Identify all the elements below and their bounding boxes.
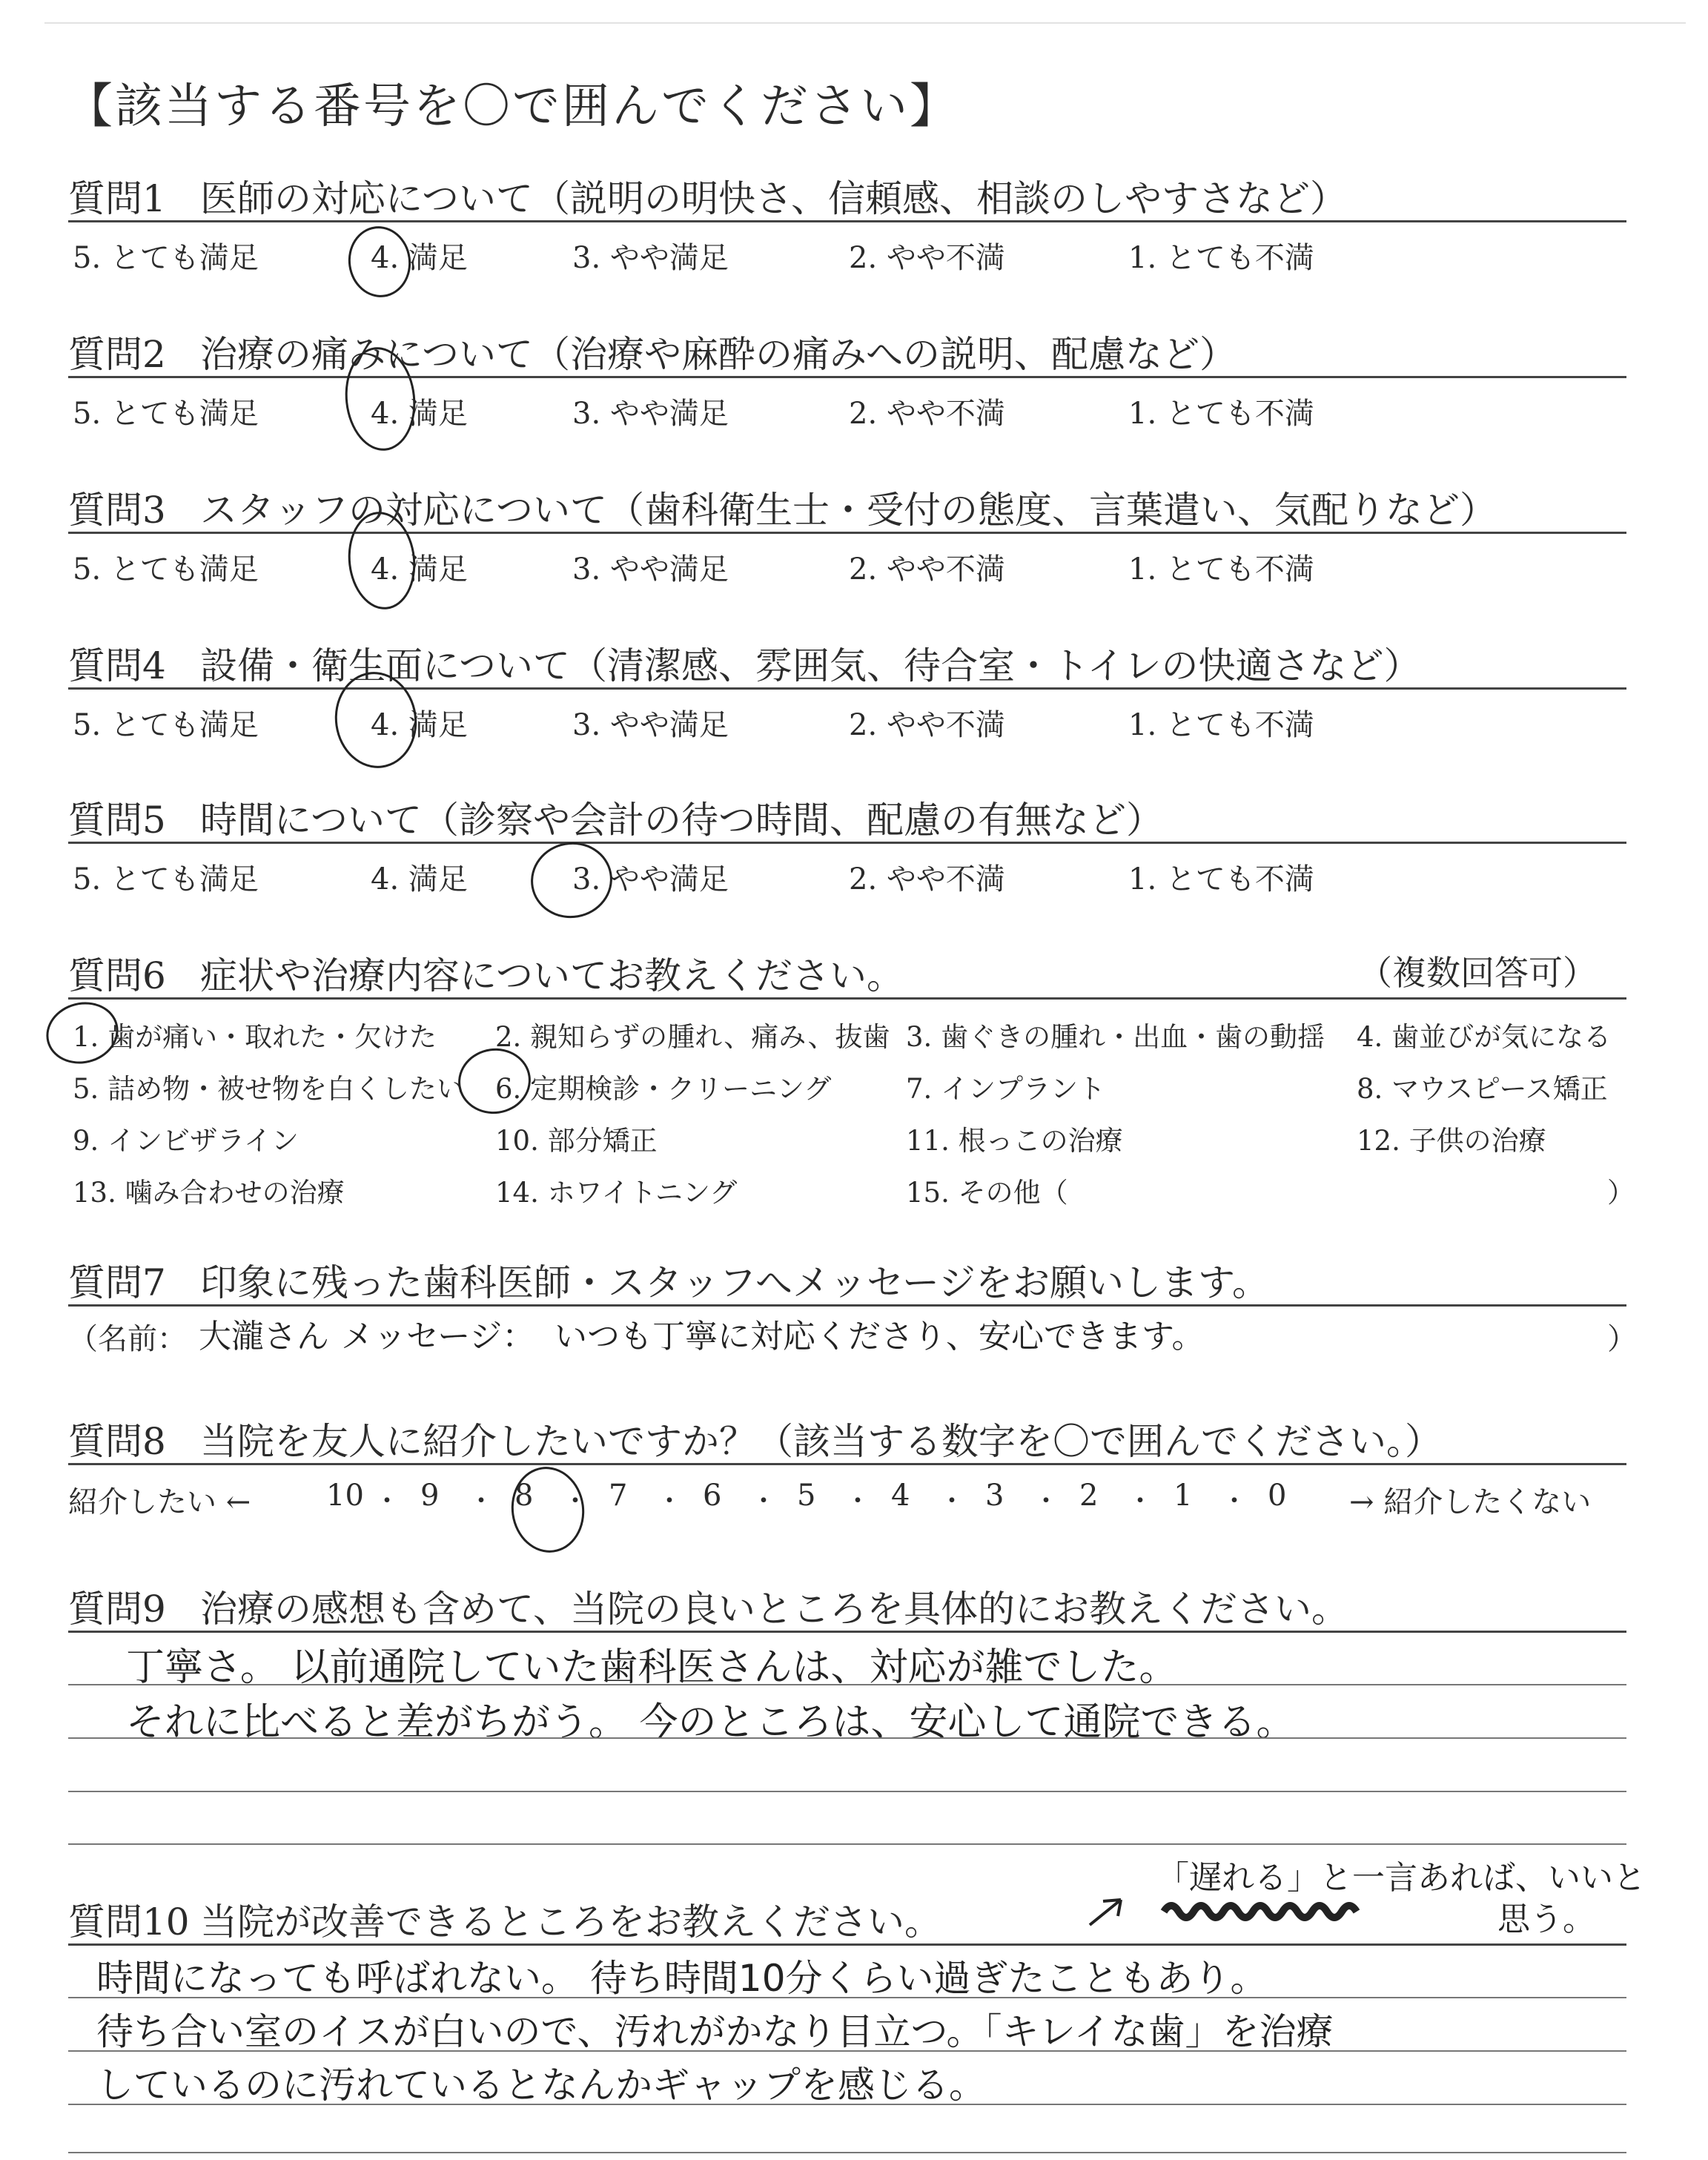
q5-option-1[interactable]: 1. とても不満: [1128, 862, 1314, 896]
question-7: [68, 1253, 1269, 1307]
question-7-rule: [68, 1304, 1626, 1307]
q1-option-2[interactable]: 2. やや不満: [849, 241, 1005, 275]
question-9-text: 治療の感想も含めて、当院の良いところを具体的にお教えください。: [200, 1588, 1348, 1631]
q9-writing-line-4: [68, 1843, 1626, 1845]
q9-writing-line-1: [68, 1684, 1626, 1685]
q6-option-14[interactable]: 14. ホワイトニング: [495, 1177, 738, 1209]
q8-scale-separator: ・: [1127, 1486, 1154, 1516]
q8-scale-number[interactable]: 5: [797, 1479, 816, 1513]
question-4-text: 設備・衛生面について（清潔感、雰囲気、待合室・トイレの快適さなど）: [200, 644, 1421, 687]
question-9-number: 質問9: [68, 1588, 166, 1631]
q4-option-1[interactable]: 1. とても不満: [1128, 708, 1314, 742]
q8-scale-separator: ・: [750, 1486, 778, 1516]
q6-option-4[interactable]: 4. 歯並びが気になる: [1357, 1021, 1612, 1053]
question-6-rule: [68, 997, 1626, 1000]
question-7-number: 質問7: [68, 1261, 166, 1304]
question-6-text: 症状や治療内容についてお教えください。: [200, 954, 904, 997]
q8-scale-number[interactable]: 8: [514, 1479, 534, 1513]
q8-selection-circle: [506, 1462, 589, 1558]
q7-message-label: メッセージ：: [341, 1318, 535, 1355]
question-9-rule: [68, 1631, 1626, 1633]
q8-left-label: 紹介したい ←: [68, 1485, 251, 1519]
q5-option-2[interactable]: 2. やや不満: [849, 862, 1005, 896]
question-10-text: 当院が改善できるところをお教えください。: [200, 1900, 941, 1943]
q5-option-3[interactable]: 3. やや満足: [572, 862, 729, 896]
q8-scale-separator: ・: [1033, 1486, 1060, 1516]
question-4-number: 質問4: [68, 644, 166, 687]
question-5-rule: [68, 842, 1626, 844]
question-8: [68, 1412, 1442, 1465]
q9-answer-line-2[interactable]: それに比べると差がちがう。 今のところは、安心して通院できる。: [126, 1700, 1295, 1745]
question-8-rule: [68, 1463, 1626, 1465]
q6-selection-circle-1: [40, 994, 125, 1071]
q8-scale-separator: ・: [562, 1486, 589, 1516]
q3-option-5[interactable]: 5. とても満足: [73, 552, 259, 587]
q6-option-9[interactable]: 9. インビザライン: [73, 1125, 299, 1157]
q6-option-1[interactable]: 1. 歯が痛い・取れた・欠けた: [73, 1021, 437, 1053]
q9-answer-line-1[interactable]: 丁寧さ。 以前通院していた歯科医さんは、対応が雑でした。: [126, 1645, 1178, 1690]
question-5-text: 時間について（診察や会計の待つ時間、配慮の有無など）: [200, 799, 1163, 842]
q6-option-2[interactable]: 2. 親知らずの腫れ、痛み、抜歯: [495, 1021, 890, 1053]
q8-scale-number[interactable]: 3: [985, 1479, 1004, 1513]
q5-selection-circle: [525, 836, 618, 925]
q8-scale-number[interactable]: 2: [1079, 1479, 1099, 1513]
q8-scale-number[interactable]: 0: [1268, 1479, 1287, 1513]
question-1-number: 質問1: [68, 177, 166, 220]
question-2-number: 質問2: [68, 333, 166, 376]
q8-scale-separator: ・: [844, 1486, 872, 1516]
question-3-text: スタッフの対応について（歯科衛生士・受付の態度、言葉遣い、気配りなど）: [200, 489, 1497, 532]
q10-annotation-line-1[interactable]: 「遅れる」と一言あれば、いいと: [1156, 1859, 1646, 1897]
question-6-number: 質問6: [68, 954, 166, 997]
q8-scale-number[interactable]: 9: [420, 1479, 440, 1513]
q8-scale-number[interactable]: 7: [609, 1479, 628, 1513]
q9-writing-line-3: [68, 1791, 1626, 1792]
question-1-rule: [68, 220, 1626, 222]
question-2-text: 治療の痛みについて（治療や麻酔の痛みへの説明、配慮など）: [200, 333, 1237, 376]
q3-option-2[interactable]: 2. やや不満: [849, 552, 1005, 587]
q2-option-2[interactable]: 2. やや不満: [849, 397, 1005, 431]
top-border: [44, 22, 1686, 24]
q6-option-5[interactable]: 5. 詰め物・被せ物を白くしたい: [73, 1073, 465, 1105]
q8-scale-separator: ・: [468, 1486, 495, 1516]
q7-message-value[interactable]: いつも丁寧に対応くださり、安心できます。: [555, 1318, 1205, 1355]
q7-name-value[interactable]: 大瀧さん: [199, 1318, 329, 1355]
question-2: [68, 325, 1237, 378]
question-6-note: （複数回答可）: [1358, 953, 1597, 993]
q10-writing-line-1: [68, 1997, 1626, 1998]
q1-option-5[interactable]: 5. とても満足: [73, 241, 259, 275]
q10-annotation-line-2[interactable]: 思う。: [1497, 1900, 1595, 1938]
question-3: [68, 480, 1497, 534]
q5-option-4[interactable]: 4. 満足: [371, 862, 468, 896]
q2-option-1[interactable]: 1. とても不満: [1128, 397, 1314, 431]
q10-writing-line-2: [68, 2050, 1626, 2052]
q2-option-3[interactable]: 3. やや満足: [572, 397, 729, 431]
q6-option-13[interactable]: 13. 噛み合わせの治療: [73, 1177, 345, 1209]
q6-option-3[interactable]: 3. 歯ぐきの腫れ・出血・歯の動揺: [906, 1021, 1325, 1053]
q10-answer-line-2[interactable]: 待ち合い室のイスが白いので、汚れがかなり目立つ。「キレイな歯」を治療: [96, 2010, 1334, 2053]
question-6: [68, 946, 904, 1000]
q2-option-5[interactable]: 5. とても満足: [73, 397, 259, 431]
q7-name-label: （名前：: [68, 1322, 187, 1356]
q5-option-5[interactable]: 5. とても満足: [73, 862, 259, 896]
question-7-text: 印象に残った歯科医師・スタッフへメッセージをお願いします。: [200, 1261, 1269, 1304]
q10-answer-line-3[interactable]: しているのに汚れているとなんかギャップを感じる。: [96, 2064, 986, 2107]
question-10-rule: [68, 1943, 1626, 1946]
q8-scale-separator: ・: [374, 1486, 401, 1516]
q1-option-4[interactable]: 4. 満足: [371, 241, 468, 275]
q10-arrow-and-scribble: [1082, 1889, 1394, 1934]
question-1-text: 医師の対応について（説明の明快さ、信頼感、相談のしやすさなど）: [200, 177, 1347, 220]
q6-option-15[interactable]: 15. その他（: [906, 1177, 1068, 1209]
q8-scale-number[interactable]: 4: [891, 1479, 910, 1513]
q9-writing-line-2: [68, 1737, 1626, 1739]
form-title: 【該当する番号を〇で囲んでください】: [65, 79, 959, 134]
question-10: [68, 1892, 941, 1946]
q8-right-label: → 紹介したくない: [1349, 1485, 1592, 1519]
q10-writing-line-3: [68, 2104, 1626, 2105]
q4-option-4[interactable]: 4. 満足: [371, 708, 468, 742]
question-1: [68, 169, 1347, 222]
q3-option-4[interactable]: 4. 満足: [371, 552, 468, 587]
q6-option-8[interactable]: 8. マウスピース矯正: [1357, 1073, 1608, 1105]
q2-option-4[interactable]: 4. 満足: [371, 397, 468, 431]
question-3-rule: [68, 532, 1626, 534]
question-3-number: 質問3: [68, 489, 166, 532]
q6-option-6[interactable]: 6. 定期検診・クリーニング: [495, 1073, 832, 1105]
question-2-rule: [68, 376, 1626, 378]
q4-option-3[interactable]: 3. やや満足: [572, 708, 729, 742]
q8-scale-separator: ・: [656, 1486, 683, 1516]
q6-option-10[interactable]: 10. 部分矯正: [495, 1125, 658, 1157]
q1-option-1[interactable]: 1. とても不満: [1128, 241, 1314, 275]
question-8-number: 質問8: [68, 1420, 166, 1463]
question-10-number: 質問10: [68, 1900, 190, 1943]
q8-scale-number[interactable]: 1: [1174, 1479, 1193, 1513]
q3-option-1[interactable]: 1. とても不満: [1128, 552, 1314, 587]
q4-option-5[interactable]: 5. とても満足: [73, 708, 259, 742]
q1-option-3[interactable]: 3. やや満足: [572, 241, 729, 275]
q4-option-2[interactable]: 2. やや不満: [849, 708, 1005, 742]
question-5-number: 質問5: [68, 799, 166, 842]
question-9: [68, 1579, 1348, 1633]
q8-scale-separator: ・: [939, 1486, 966, 1516]
question-4-rule: [68, 687, 1626, 690]
q6-option-11[interactable]: 11. 根っこの治療: [906, 1125, 1123, 1157]
question-4: [68, 636, 1421, 690]
q10-writing-line-4: [68, 2152, 1626, 2153]
q8-scale-separator: ・: [1221, 1486, 1248, 1516]
q7-close-paren: ）: [1607, 1322, 1637, 1356]
question-5: [68, 790, 1163, 844]
q8-scale-number[interactable]: 10: [326, 1479, 364, 1513]
question-8-text: 当院を友人に紹介したいですか？（該当する数字を〇で囲んでください。）: [200, 1420, 1442, 1463]
q6-option-15-close: ）: [1607, 1177, 1635, 1209]
q10-answer-line-1[interactable]: 時間になっても呼ばれない。 待ち時間10分くらい過ぎたこともあり。: [96, 1957, 1268, 2000]
q6-option-7[interactable]: 7. インプラント: [906, 1073, 1106, 1105]
q8-scale-number[interactable]: 6: [703, 1479, 722, 1513]
q6-selection-circle-6: [454, 1044, 534, 1119]
q3-option-3[interactable]: 3. やや満足: [572, 552, 729, 587]
q6-option-12[interactable]: 12. 子供の治療: [1357, 1125, 1546, 1157]
